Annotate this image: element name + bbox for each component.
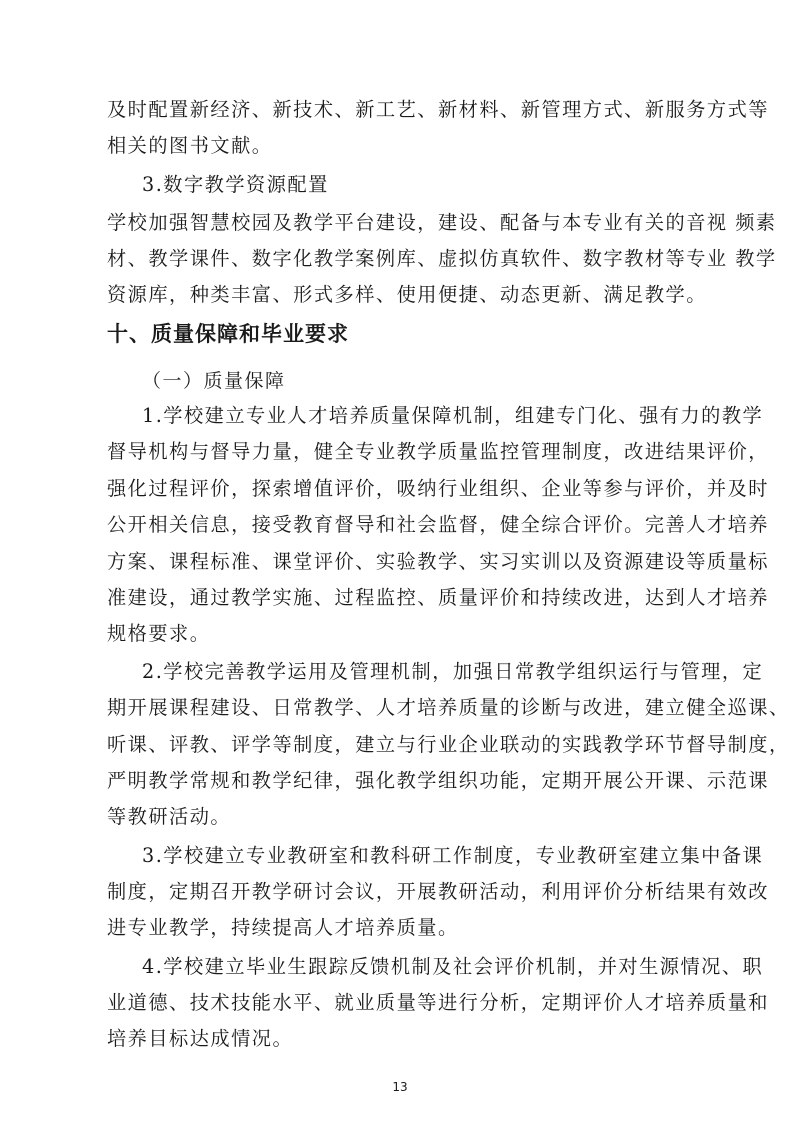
text-line: 相关的图书文献。 (107, 134, 273, 157)
page-number: 13 (392, 1080, 408, 1094)
paragraph-line: 等教研活动。 (107, 805, 232, 828)
paragraph-line: 培养目标达成情况。 (107, 1027, 294, 1050)
paragraph-line: 强化过程评价，探索增值评价，吸纳行业组织、企业等参与评价，并及时 (107, 477, 769, 500)
paragraph-line: 4.学校建立毕业生跟踪反馈机制及社会评价机制，并对生源情况、职 (142, 955, 764, 978)
paragraph-line: 业道德、技术技能水平、就业质量等进行分析，定期评价人才培养质量和 (107, 991, 769, 1014)
subsection-heading: （一）质量保障 (142, 370, 286, 392)
paragraph-line: 1.学校建立专业人才培养质量保障机制，组建专门化、强有力的教学 (142, 404, 764, 427)
paragraph-line: 听课、评教、评学等制度，建立与行业企业联动的实践教学环节督导制度， (107, 733, 790, 756)
text-line: 及时配置新经济、新技术、新工艺、新材料、新管理方式、新服务方式等 (107, 98, 769, 121)
text-line: 资源库，种类丰富、形式多样、使用便捷、动态更新、满足教学。 (107, 283, 707, 306)
paragraph-line: 制度，定期召开教学研讨会议，开展教研活动，利用评价分析结果有效改 (107, 880, 769, 903)
paragraph-line: 2.学校完善教学运用及管理机制，加强日常教学组织运行与管理，定 (142, 660, 764, 683)
paragraph-line: 期开展课程建设、日常教学、人才培养质量的诊断与改进，建立健全巡课、 (107, 696, 790, 719)
section-heading: 十、质量保障和毕业要求 (107, 322, 349, 346)
text-line: 学校加强智慧校园及教学平台建设，建设、配备与本专业有关的音视 频素 (107, 211, 777, 234)
paragraph-line: 准建设，通过教学实施、过程监控、质量评价和持续改进，达到人才培养 (107, 586, 769, 609)
text-line: 材、教学课件、数字化教学案例库、虚拟仿真软件、数字教材等专业 教学 (107, 247, 777, 270)
paragraph-line: 进专业教学，持续提高人才培养质量。 (107, 916, 459, 939)
paragraph-line: 3.学校建立专业教研室和教科研工作制度，专业教研室建立集中备课 (142, 844, 764, 867)
paragraph-line: 严明教学常规和教学纪律，强化教学组织功能，定期开展公开课、示范课 (107, 769, 769, 792)
paragraph-line: 公开相关信息，接受教育督导和社会监督，健全综合评价。完善人才培养 (107, 513, 769, 536)
subheading-digital-resources: 3.数字教学资源配置 (142, 173, 329, 196)
paragraph-line: 规格要求。 (107, 622, 211, 645)
paragraph-line: 方案、课程标准、课堂评价、实验教学、实习实训以及资源建设等质量标 (107, 550, 769, 573)
paragraph-line: 督导机构与督导力量，健全专业教学质量监控管理制度，改进结果评价， (107, 440, 769, 463)
